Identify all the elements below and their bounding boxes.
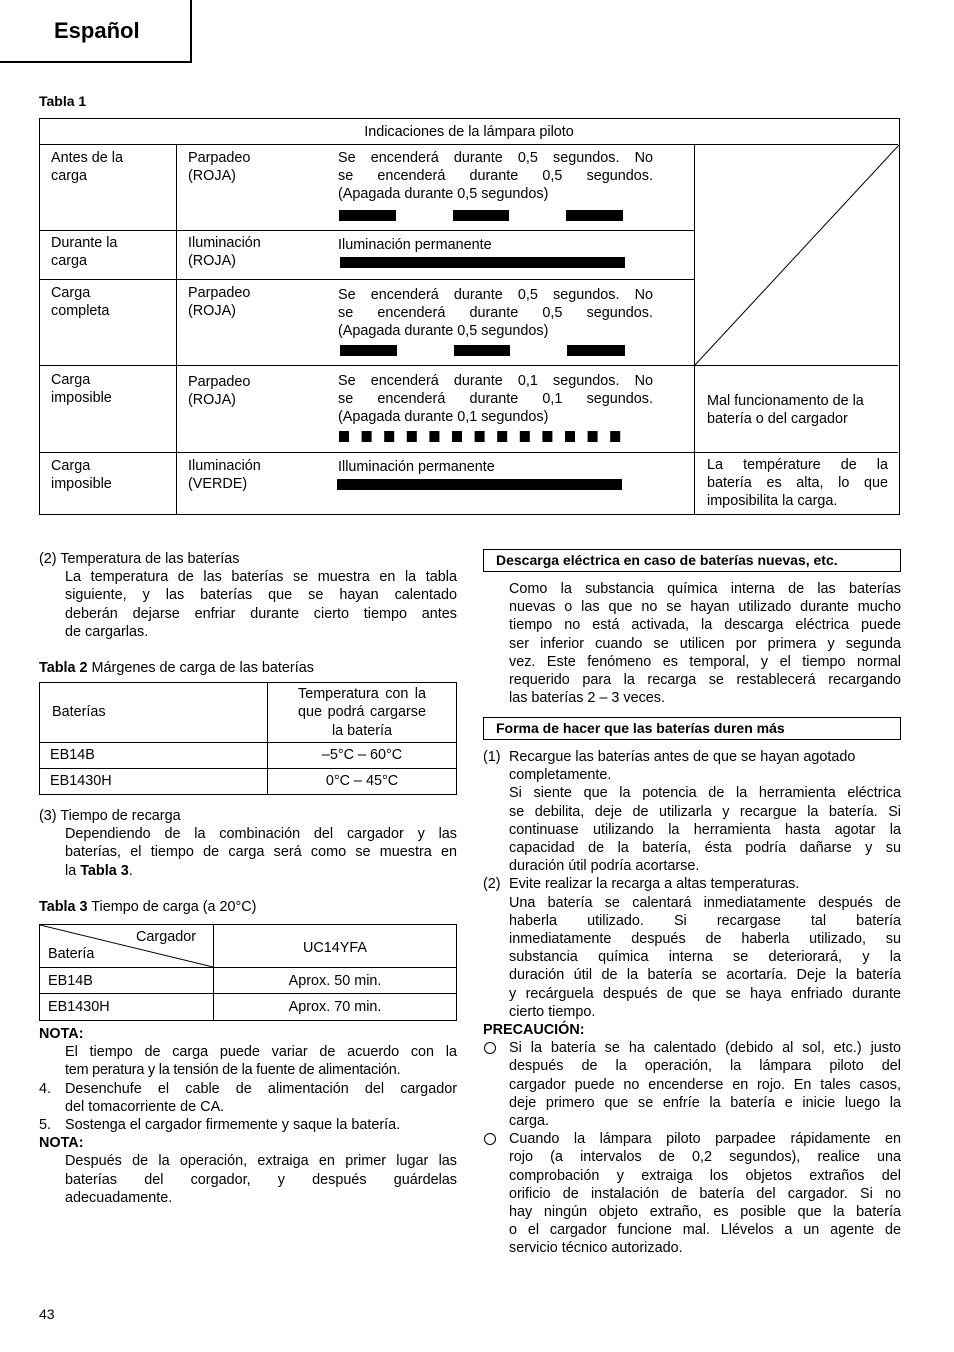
table1-row3-mode: Parpadeo (ROJA) <box>188 285 251 319</box>
nota1-label: NOTA: <box>39 1026 84 1042</box>
empty-cell-diagonal <box>695 145 899 365</box>
discharge-paragraph: Como la substancia química interna de las baterías nuevas o las que no se hayan utilizado durante mucho tiempo no está activada, la descarga eléctrica puede ser inferior cuando se utilicen por primera y segunda vez. Este fenómeno es temporal, y el tiempo normal requerido para la recarga se restablecerá recargando las baterías 2 – 3 veces. <box>509 581 901 707</box>
header-title: Español <box>54 18 140 43</box>
page-number: 43 <box>39 1306 55 1322</box>
table1-row2-state: Durante la carga <box>51 235 118 269</box>
row5-steady-bar <box>337 479 622 490</box>
precaution-item-2: Cuando la lámpara piloto parpadee rápidamente en rojo (a intervalos de 0,2 segundos), realice una comprobación y extraiga los objetos extraños del orificio de instalación de batería del cargador. Si no hay ningún objeto extraño, es posible que la batería o el cargador funcione mal. Llévelos a un agente de servicio técnico autorizado. <box>483 1130 901 1257</box>
table1-row4-note: Mal funcionamento de la batería o del cargador <box>707 393 864 427</box>
nota2-body: Después de la operación, extraiga en primer lugar las baterías del corgador, y después guárdelas adecuadamente. <box>65 1153 457 1206</box>
section2-body: La temperatura de las baterías se muestra en la tabla siguiente, y las baterías que se hayan calentado deberán dejarse enfriar durante cierto tiempo antes de cargarlas. <box>65 569 457 640</box>
table2-row2-range: 0°C – 45°C <box>268 769 457 795</box>
section3-title: (3) Tiempo de recarga <box>39 808 181 824</box>
table2-row2-battery: EB1430H <box>40 769 268 795</box>
language-header <box>0 0 192 63</box>
tip-2: (2) Evite realizar la recarga a altas temperaturas. Una batería se calentará inmediatamente después de haberla utilizado. Si recargase tal batería inmediatamente después de haberla utilizado, su substancia química interna se deteriorará, y la duración útil de la batería se acortaría. Deje la batería y recárguela después de que se haya enfriado durante cierto tiempo. <box>483 876 901 1020</box>
section2-title: (2) Temperatura de las baterías <box>39 551 240 567</box>
table1-row1-state: Antes de la carga <box>51 150 124 184</box>
table1-row1-mode: Parpadeo (ROJA) <box>188 150 251 184</box>
table1-row3-desc: Se encenderá durante 0,5 segundos. No se encenderá durante 0,5 segundos. (Apagada durante 0,5 segundos) <box>338 287 653 339</box>
table1-row5-desc: Illuminación permanente <box>338 459 495 475</box>
table2-caption: Tabla 2 Márgenes de carga de las baterías <box>39 660 314 676</box>
nota1-body: El tiempo de carga puede variar de acuerdo con la tem peratura y la tensión de la fuente de alimentación. <box>65 1044 457 1079</box>
step-5: 5. Sostenga el cargador firmemente y saque la batería. <box>39 1117 401 1134</box>
table3-head-charger: Cargador <box>136 929 196 945</box>
table2-head-battery: Baterías <box>40 683 268 743</box>
table3 <box>39 924 457 1021</box>
table1-row4-desc: Se encenderá durante 0,1 segundos. No se encenderá durante 0,1 segundos. (Apagada durante 0,1 segundos) <box>338 373 653 425</box>
nota2-label: NOTA: <box>39 1135 84 1152</box>
table3-row2-time: Aprox. 70 min. <box>288 999 382 1015</box>
precaution-label: PRECAUCIÓN: <box>483 1022 585 1039</box>
table1-caption: Tabla 1 <box>39 93 87 109</box>
heading-battery-life: Forma de hacer que las baterías duren más <box>483 717 901 740</box>
row4-rapid-blink-pattern <box>339 431 627 443</box>
table3-row1-battery: EB14B <box>48 973 93 989</box>
table1-row5-note: La température de la batería es alta, lo que imposibilita la carga. <box>707 457 888 509</box>
section3-body: Dependiendo de la combinación del cargador y las baterías, el tiempo de carga será como se muestra en la Tabla 3. <box>65 826 457 879</box>
table2-head-temp: Temperatura con la que podrá cargarse la batería <box>268 683 457 743</box>
table3-caption: Tabla 3 Tiempo de carga (a 20°C) <box>39 899 257 915</box>
table1-row4-mode: Parpadeo (ROJA) <box>188 374 251 408</box>
table1-row3-state: Carga completa <box>51 285 110 319</box>
battery-life-list <box>483 748 901 1258</box>
table1-row2-desc: Iluminación permanente <box>338 237 492 253</box>
table1-row2-mode: Iluminación (ROJA) <box>188 235 261 269</box>
precaution-item-1: Si la batería se ha calentado (debido al sol, etc.) justo después de la operación, la lámpara piloto del cargador puede no encenderse en rojo. En tales casos, deje primero que se enfríe la batería e inicie luego la carga. <box>483 1039 901 1130</box>
table3-row2-battery: EB1430H <box>48 999 110 1015</box>
step-4: 4. Desenchufe el cable de alimentación del cargador del tomacorriente de CA. <box>39 1080 457 1115</box>
table2-row1-battery: EB14B <box>40 743 268 769</box>
table2-row1-range: –5°C – 60°C <box>268 743 457 769</box>
table1-row5-state: Carga imposible <box>51 458 112 492</box>
table1-row5-mode: Iluminación (VERDE) <box>188 458 261 492</box>
table3-head-model: UC14YFA <box>303 940 367 956</box>
table2 <box>39 682 457 795</box>
section-temperature <box>39 550 457 641</box>
tip-1: (1) Recargue las baterías antes de que se hayan agotado completamente. Si siente que la potencia de la herramienta eléctrica se debilita, deje de utilizarla y recargue la batería. Si continuase utilizando la herramienta hasta agotar la capacidad de la batería, ésta podría dañarse y su duración útil podría acortarse. <box>483 749 901 875</box>
heading-discharge: Descarga eléctrica en caso de baterías nuevas, etc. <box>483 549 901 572</box>
table1-row1-desc: Se encenderá durante 0,5 segundos. No se encenderá durante 0,5 segundos. (Apagada durante 0,5 segundos) <box>338 150 653 202</box>
circle-bullet-icon <box>484 1133 496 1145</box>
row2-steady-bar <box>340 257 625 268</box>
section-recharge-time <box>39 807 457 880</box>
notes-and-steps <box>39 1025 457 1207</box>
table1-row4-state: Carga imposible <box>51 372 112 406</box>
table1-heading: Indicaciones de la lámpara piloto <box>364 124 574 140</box>
table3-row1-time: Aprox. 50 min. <box>288 973 382 989</box>
table3-head-battery: Batería <box>48 946 95 962</box>
circle-bullet-icon <box>484 1042 496 1054</box>
table1 <box>39 118 900 515</box>
